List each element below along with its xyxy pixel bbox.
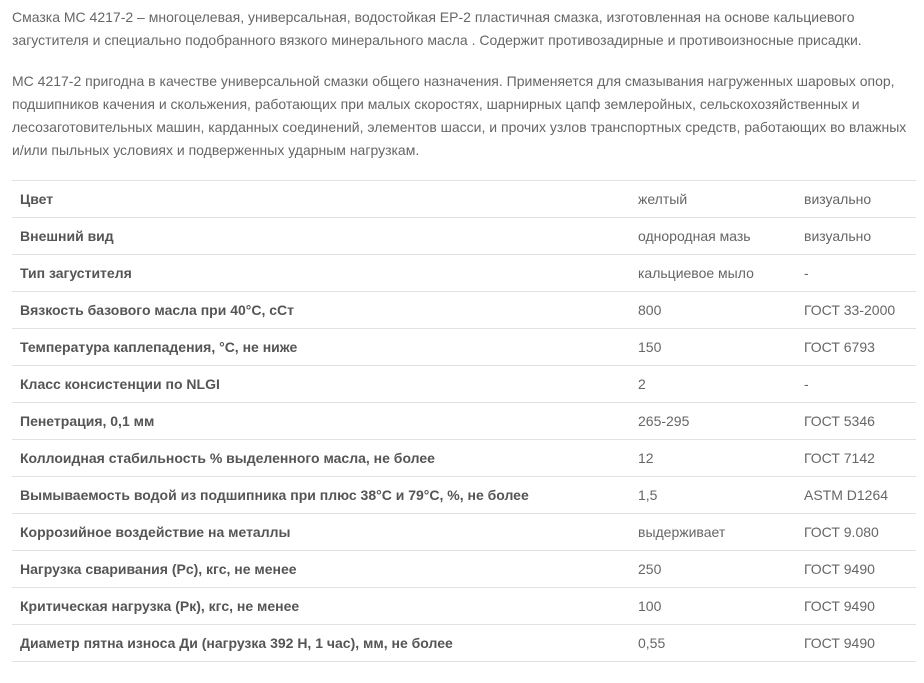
spec-name: Пенетрация, 0,1 мм bbox=[12, 403, 630, 440]
table-row bbox=[12, 625, 916, 662]
spec-value: 265-295 bbox=[630, 403, 796, 440]
spec-name: Цвет bbox=[12, 181, 630, 218]
table-row bbox=[12, 292, 916, 329]
spec-method: ГОСТ 9490 bbox=[796, 625, 916, 662]
spec-value: желтый bbox=[630, 181, 796, 218]
spec-method: ГОСТ 6793 bbox=[796, 329, 916, 366]
table-row bbox=[12, 551, 916, 588]
table-row bbox=[12, 329, 916, 366]
spec-value: 150 bbox=[630, 329, 796, 366]
intro-paragraph-1: Смазка МС 4217-2 – многоцелевая, универсальная, водостойкая ЕР-2 пластичная смазка, изготовленная на основе кальциевого загустителя и специально подобранного вязкого минерального масла . Содержит противозадирные и противоизносные присадки. bbox=[12, 9, 862, 48]
spec-name: Внешний вид bbox=[12, 218, 630, 255]
table-row bbox=[12, 366, 916, 403]
spec-value: 250 bbox=[630, 551, 796, 588]
spec-value: однородная мазь bbox=[630, 218, 796, 255]
spec-value: 2 bbox=[630, 366, 796, 403]
table-row bbox=[12, 588, 916, 625]
spec-method: ASTM D1264 bbox=[796, 477, 916, 514]
spec-name: Температура каплепадения, °С, не ниже bbox=[12, 329, 630, 366]
table-row bbox=[12, 514, 916, 551]
spec-name: Диаметр пятна износа Ди (нагрузка 392 Н, 1 час), мм, не более bbox=[12, 625, 630, 662]
specifications-table bbox=[12, 180, 916, 662]
spec-value: кальциевое мыло bbox=[630, 255, 796, 292]
spec-method: ГОСТ 5346 bbox=[796, 403, 916, 440]
table-row bbox=[12, 255, 916, 292]
table-row bbox=[12, 218, 916, 255]
spec-method: - bbox=[796, 366, 916, 403]
spec-name: Вязкость базового масла при 40°С, сСт bbox=[12, 292, 630, 329]
spec-name: Класс консистенции по NLGI bbox=[12, 366, 630, 403]
spec-method: - bbox=[796, 255, 916, 292]
spec-name: Вымываемость водой из подшипника при плюс 38°С и 79°С, %, не более bbox=[12, 477, 630, 514]
spec-value: 1,5 bbox=[630, 477, 796, 514]
spec-name: Нагрузка сваривания (Рс), кгс, не менее bbox=[12, 551, 630, 588]
intro-paragraph-2: МС 4217-2 пригодна в качестве универсальной смазки общего назначения. Применяется для смазывания нагруженных шаровых опор, подшипников качения и скольжения, работающих при малых скоростях, шарнирных цапф землеройных, сельскохозяйственных и лесозаготовительных машин, карданных соединений, элементов шасси, и прочих узлов транспортных средств, работающих во влажных и/или пыльных условиях и подверженных ударным нагрузкам. bbox=[12, 73, 907, 158]
table-row bbox=[12, 477, 916, 514]
spec-value: 800 bbox=[630, 292, 796, 329]
spec-method: визуально bbox=[796, 218, 916, 255]
spec-method: ГОСТ 9.080 bbox=[796, 514, 916, 551]
spec-method: ГОСТ 9490 bbox=[796, 551, 916, 588]
spec-value: 12 bbox=[630, 440, 796, 477]
spec-method: визуально bbox=[796, 181, 916, 218]
spec-name: Критическая нагрузка (Рк), кгс, не менее bbox=[12, 588, 630, 625]
spec-value: 100 bbox=[630, 588, 796, 625]
table-row bbox=[12, 181, 916, 218]
spec-method: ГОСТ 33-2000 bbox=[796, 292, 916, 329]
spec-name: Тип загустителя bbox=[12, 255, 630, 292]
table-row bbox=[12, 403, 916, 440]
spec-value: 0,55 bbox=[630, 625, 796, 662]
spec-name: Коллоидная стабильность % выделенного масла, не более bbox=[12, 440, 630, 477]
spec-name: Коррозийное воздействие на металлы bbox=[12, 514, 630, 551]
spec-method: ГОСТ 7142 bbox=[796, 440, 916, 477]
spec-value: выдерживает bbox=[630, 514, 796, 551]
spec-method: ГОСТ 9490 bbox=[796, 588, 916, 625]
table-row bbox=[12, 440, 916, 477]
